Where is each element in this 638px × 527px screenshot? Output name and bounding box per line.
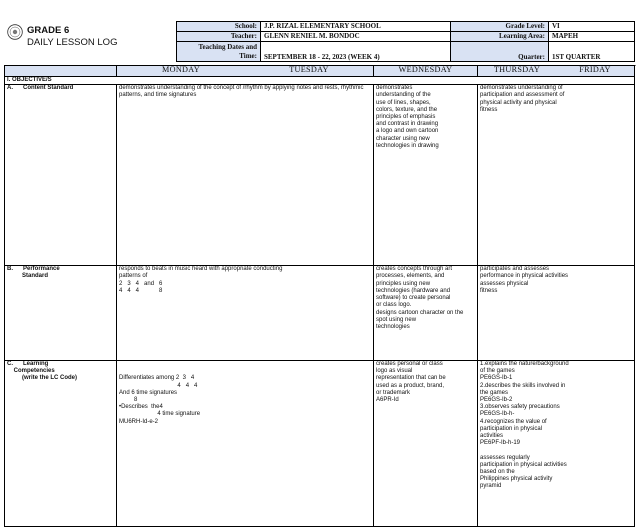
content-standard-label: A. Content Standard bbox=[5, 85, 117, 266]
teacher-label: Teacher: bbox=[177, 32, 261, 42]
title-grade: GRADE 6 bbox=[27, 25, 70, 36]
day-tuesday: TUESDAY bbox=[289, 65, 329, 74]
teacher-value: GLENN RENIEL M. BONDOC bbox=[261, 32, 451, 42]
content-standard-arts: demonstrates understanding of the use of lines, shapes, colors, texture, and the principles of emphasis and contrast in drawing a logo and own cartoon character using new technologies in drawing bbox=[374, 85, 478, 266]
learning-competencies-label: C. Learning Competencies (write the LC Code) bbox=[5, 360, 117, 526]
performance-standard-music: responds to beats in music heard with appropriate conducting patterns of 2 3 4 and 6 4 4 4 8 bbox=[117, 266, 374, 361]
teaching-dates-label: Teaching Dates and Time: bbox=[177, 42, 261, 62]
objectives-heading: I. OBJECTIVE/S bbox=[5, 77, 635, 85]
table-row bbox=[5, 85, 635, 266]
quarter-label: Quarter: bbox=[451, 42, 549, 62]
learning-area-value: MAPEH bbox=[549, 32, 635, 42]
teaching-dates-value: SEPTEMBER 18 - 22, 2023 (WEEK 4) bbox=[261, 42, 451, 62]
table-row bbox=[5, 360, 635, 526]
grade-level-value: VI bbox=[549, 22, 635, 32]
performance-standard-arts: creates concepts through art processes, elements, and principles using new technologies (hardware and software) to create personal or class logo. designs cartoon character on the spot using new technologies bbox=[374, 266, 478, 361]
table-row bbox=[5, 266, 635, 361]
school-info-table bbox=[176, 21, 635, 62]
grade-level-label: Grade Level: bbox=[451, 22, 549, 32]
lesson-log-table bbox=[4, 65, 635, 527]
school-value: J.P. RIZAL ELEMENTARY SCHOOL bbox=[261, 22, 451, 32]
quarter-value: 1ST QUARTER bbox=[549, 42, 635, 62]
learning-competencies-pe: 1.explains the nature/background of the games PE6GS-Ib-1 2.describes the skills involved in the games PE6GS-Ib-2 3.observes safety precautions PE6GS-Ib-h- 4.recognizes the value of participation in physical activities PE6PF-Ib-h-19 assesses regularly participation in physical activities based on the Philippines physical activity pyramid bbox=[478, 360, 635, 526]
day-wednesday: WEDNESDAY bbox=[374, 66, 478, 77]
content-standard-pe: demonstrates understanding of participation and assessment of physical activity and physical fitness bbox=[478, 85, 635, 266]
day-monday: MONDAY bbox=[162, 65, 200, 74]
learning-area-label: Learning Area: bbox=[451, 32, 549, 42]
learning-competencies-music: Differentiates among 2 3 4 4 4 4 And 6 time signatures 8 •Describes the4 4 time signature MU6RH-Id-e-2 bbox=[117, 360, 374, 526]
school-label: School: bbox=[177, 22, 261, 32]
title-daily-lesson-log: DAILY LESSON LOG bbox=[27, 37, 118, 48]
day-friday: FRIDAY bbox=[579, 65, 611, 74]
content-standard-music: demonstrates understanding of the concept of /rhythm by applying notes and rests, rhythmic patterns, and time signatures bbox=[117, 85, 374, 266]
day-header-blank bbox=[5, 66, 117, 77]
deped-seal-icon bbox=[7, 24, 23, 40]
performance-standard-label: B. Performance Standard bbox=[5, 266, 117, 361]
day-header-row bbox=[5, 66, 635, 77]
day-thursday: THURSDAY bbox=[493, 65, 541, 74]
performance-standard-pe: participates and assesses performance in physical activities assesses physical fitness bbox=[478, 266, 635, 361]
learning-competencies-arts: creates personal or class logo as visual representation that can be used as a product, brand, or trademark A6PR-Id bbox=[374, 360, 478, 526]
